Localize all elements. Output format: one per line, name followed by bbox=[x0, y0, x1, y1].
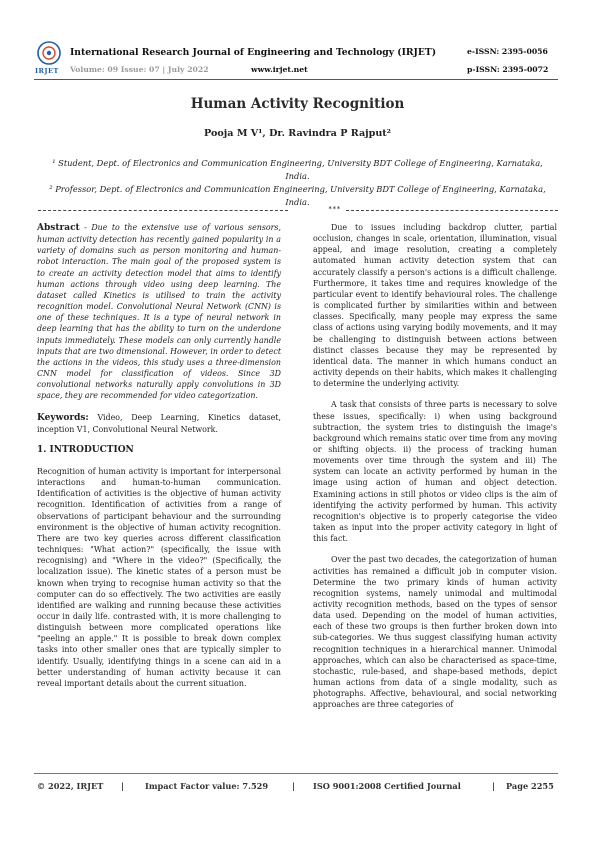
right-paragraph-1: Due to issues including backdrop clutter, partial occlusion, changes in scale, orientation, illumination, visual appeal, and image resolution, creating a completely automated human activity detection system that can accurately classify a person's actions is a difficult challenge. Furthermore, it takes time and requires knowledge of the particular event to identify behavioural roles. The challenge is complicated further by similarities within and between classes. Specifically, many people may express the same class of actions using varying bodily movements, and it may be challenging to distinguish between actions between distinct classes because they may be represented by identical data. The manner in which humans conduct an activity depends on their habits, which makes it challenging to determine the underlying activity. bbox=[313, 223, 557, 389]
irjet-logo-icon bbox=[36, 40, 62, 66]
separator-mark: *** bbox=[328, 205, 341, 213]
introduction-paragraph: Recognition of human activity is important for interpersonal interactions and human-to-human communication. Identification of activities is the objective of human activity recognition. Identification of activities from a range of observations of participant behaviour and the surrounding environment is the objective of human activity recognition. There are two key queries across different classification techniques: "What action?" (specifically, the issue with recognising) and "Where in the video?" (Specifically, the localization issue). The kinetic states of a person must be known when trying to recognise human activity so that the computer can do so effectively. The two activities are easily identified are walking and running because these activities occur in daily life. contrasted with, it is more challenging to distinguish between more complicated operations like "peeling an apple." It is possible to break down complex tasks into other smaller ones that are typically simpler to identify. Usually, identifying things in a scene can aid in a better understanding of human activity because it can reveal important details about the current situation. bbox=[37, 466, 281, 688]
footer-copyright: © 2022, IRJET bbox=[37, 781, 104, 791]
affiliation-1: ¹ Student, Dept. of Electronics and Communication Engineering, University BDT College of Engineering, Karnataka, India. bbox=[52, 158, 543, 181]
abstract-text: - Due to the extensive use of various sensors, human activity detection has recently gained popularity in a variety of domains such as person monitoring and human-robot interaction. The main goal of the proposed system is to create an activity detection model that aims to identify human actions through video using deep learning. The dataset called Kinetics is utilised to train the activity recognition model. Convolutional Neural Network (CNN) is one of these techniques. It is a type of neural network in deep learning that has the ability to turn on the underdone inputs immediately. These models can only currently handle inputs that are two dimensional. However, in order to detect the actions in the videos, this study uses a three-dimension CNN model for classification of videos. Since 3D convolutional networks naturally apply convolutions in 3D space, they are recommended for video categorization. bbox=[37, 223, 281, 401]
right-paragraph-3: Over the past two decades, the categorization of human activities has remained a difficult job in computer vision. Determine the two primary kinds of human activity recognition systems, namely unimodal and multimodal activity recognition methods, based on the types of sensor data used. Depending on the model of human activities, each of these two groups is then further broken down into sub-categories. We thus suggest classifying human activity recognition techniques in a hierarchical manner. Unimodal approaches, which can also be characterised as space-time, stochastic, rule-based, and shape-based methods, depict human actions from data of a single modality, such as photographs. Affective, behavioural, and social networking approaches are three categories of bbox=[313, 555, 557, 710]
right-paragraph-2: A task that consists of three parts is necessary to solve these issues, specifically: i) when using background subtraction, the system tries to distinguish the image's background which remains static over time from any moving or shifting objects. ii) the process of tracking human movements over time through the system and iii) The system can locate an activity performed by human in the image using action of human and object detection. Examining actions in still photos or video clips is the aim of identifying the activity performed by human. This activity recognition's objective is to properly categorise the video taken as input into the proper activity category in light of this fact. bbox=[313, 400, 558, 544]
keywords-text: Video, Deep Learning, Kinetics dataset, inception V1, Convolutional Neural Network. bbox=[37, 412, 281, 434]
footer-impact-factor: Impact Factor value: 7.529 bbox=[145, 781, 269, 791]
abstract-label: Abstract bbox=[37, 223, 80, 233]
volume-issue: Volume: 09 Issue: 07 | July 2022 bbox=[70, 65, 209, 74]
e-issn: e-ISSN: 2395-0056 bbox=[467, 47, 548, 56]
left-column bbox=[37, 222, 281, 689]
journal-website-link[interactable]: www.irjet.net bbox=[251, 65, 308, 74]
p-issn: p-ISSN: 2395-0072 bbox=[467, 65, 549, 74]
header-rule bbox=[34, 79, 558, 80]
paper-authors: Pooja M V¹, Dr. Ravindra P Rajput² bbox=[204, 128, 391, 139]
keywords-label: Keywords: bbox=[37, 412, 89, 423]
journal-title: International Research Journal of Engineering and Technology (IRJET) bbox=[70, 47, 437, 58]
paper-title: Human Activity Recognition bbox=[190, 96, 405, 112]
keywords bbox=[37, 412, 281, 435]
footer-divider: | bbox=[292, 781, 295, 791]
section-heading-introduction: 1. INTRODUCTION bbox=[37, 444, 134, 455]
footer-page-number: Page 2255 bbox=[506, 781, 554, 791]
footer-rule bbox=[34, 773, 558, 774]
footer-iso: ISO 9001:2008 Certified Journal bbox=[313, 781, 461, 791]
affiliation-2: ² Professor, Dept. of Electronics and Communication Engineering, University BDT College of Engineering, Karnataka, India. bbox=[49, 184, 546, 207]
abstract bbox=[37, 222, 281, 402]
section-separator bbox=[38, 207, 558, 213]
footer-divider: | bbox=[492, 781, 495, 791]
footer-divider: | bbox=[121, 781, 124, 791]
right-column bbox=[313, 222, 557, 711]
journal-brand: IRJET bbox=[35, 67, 59, 75]
